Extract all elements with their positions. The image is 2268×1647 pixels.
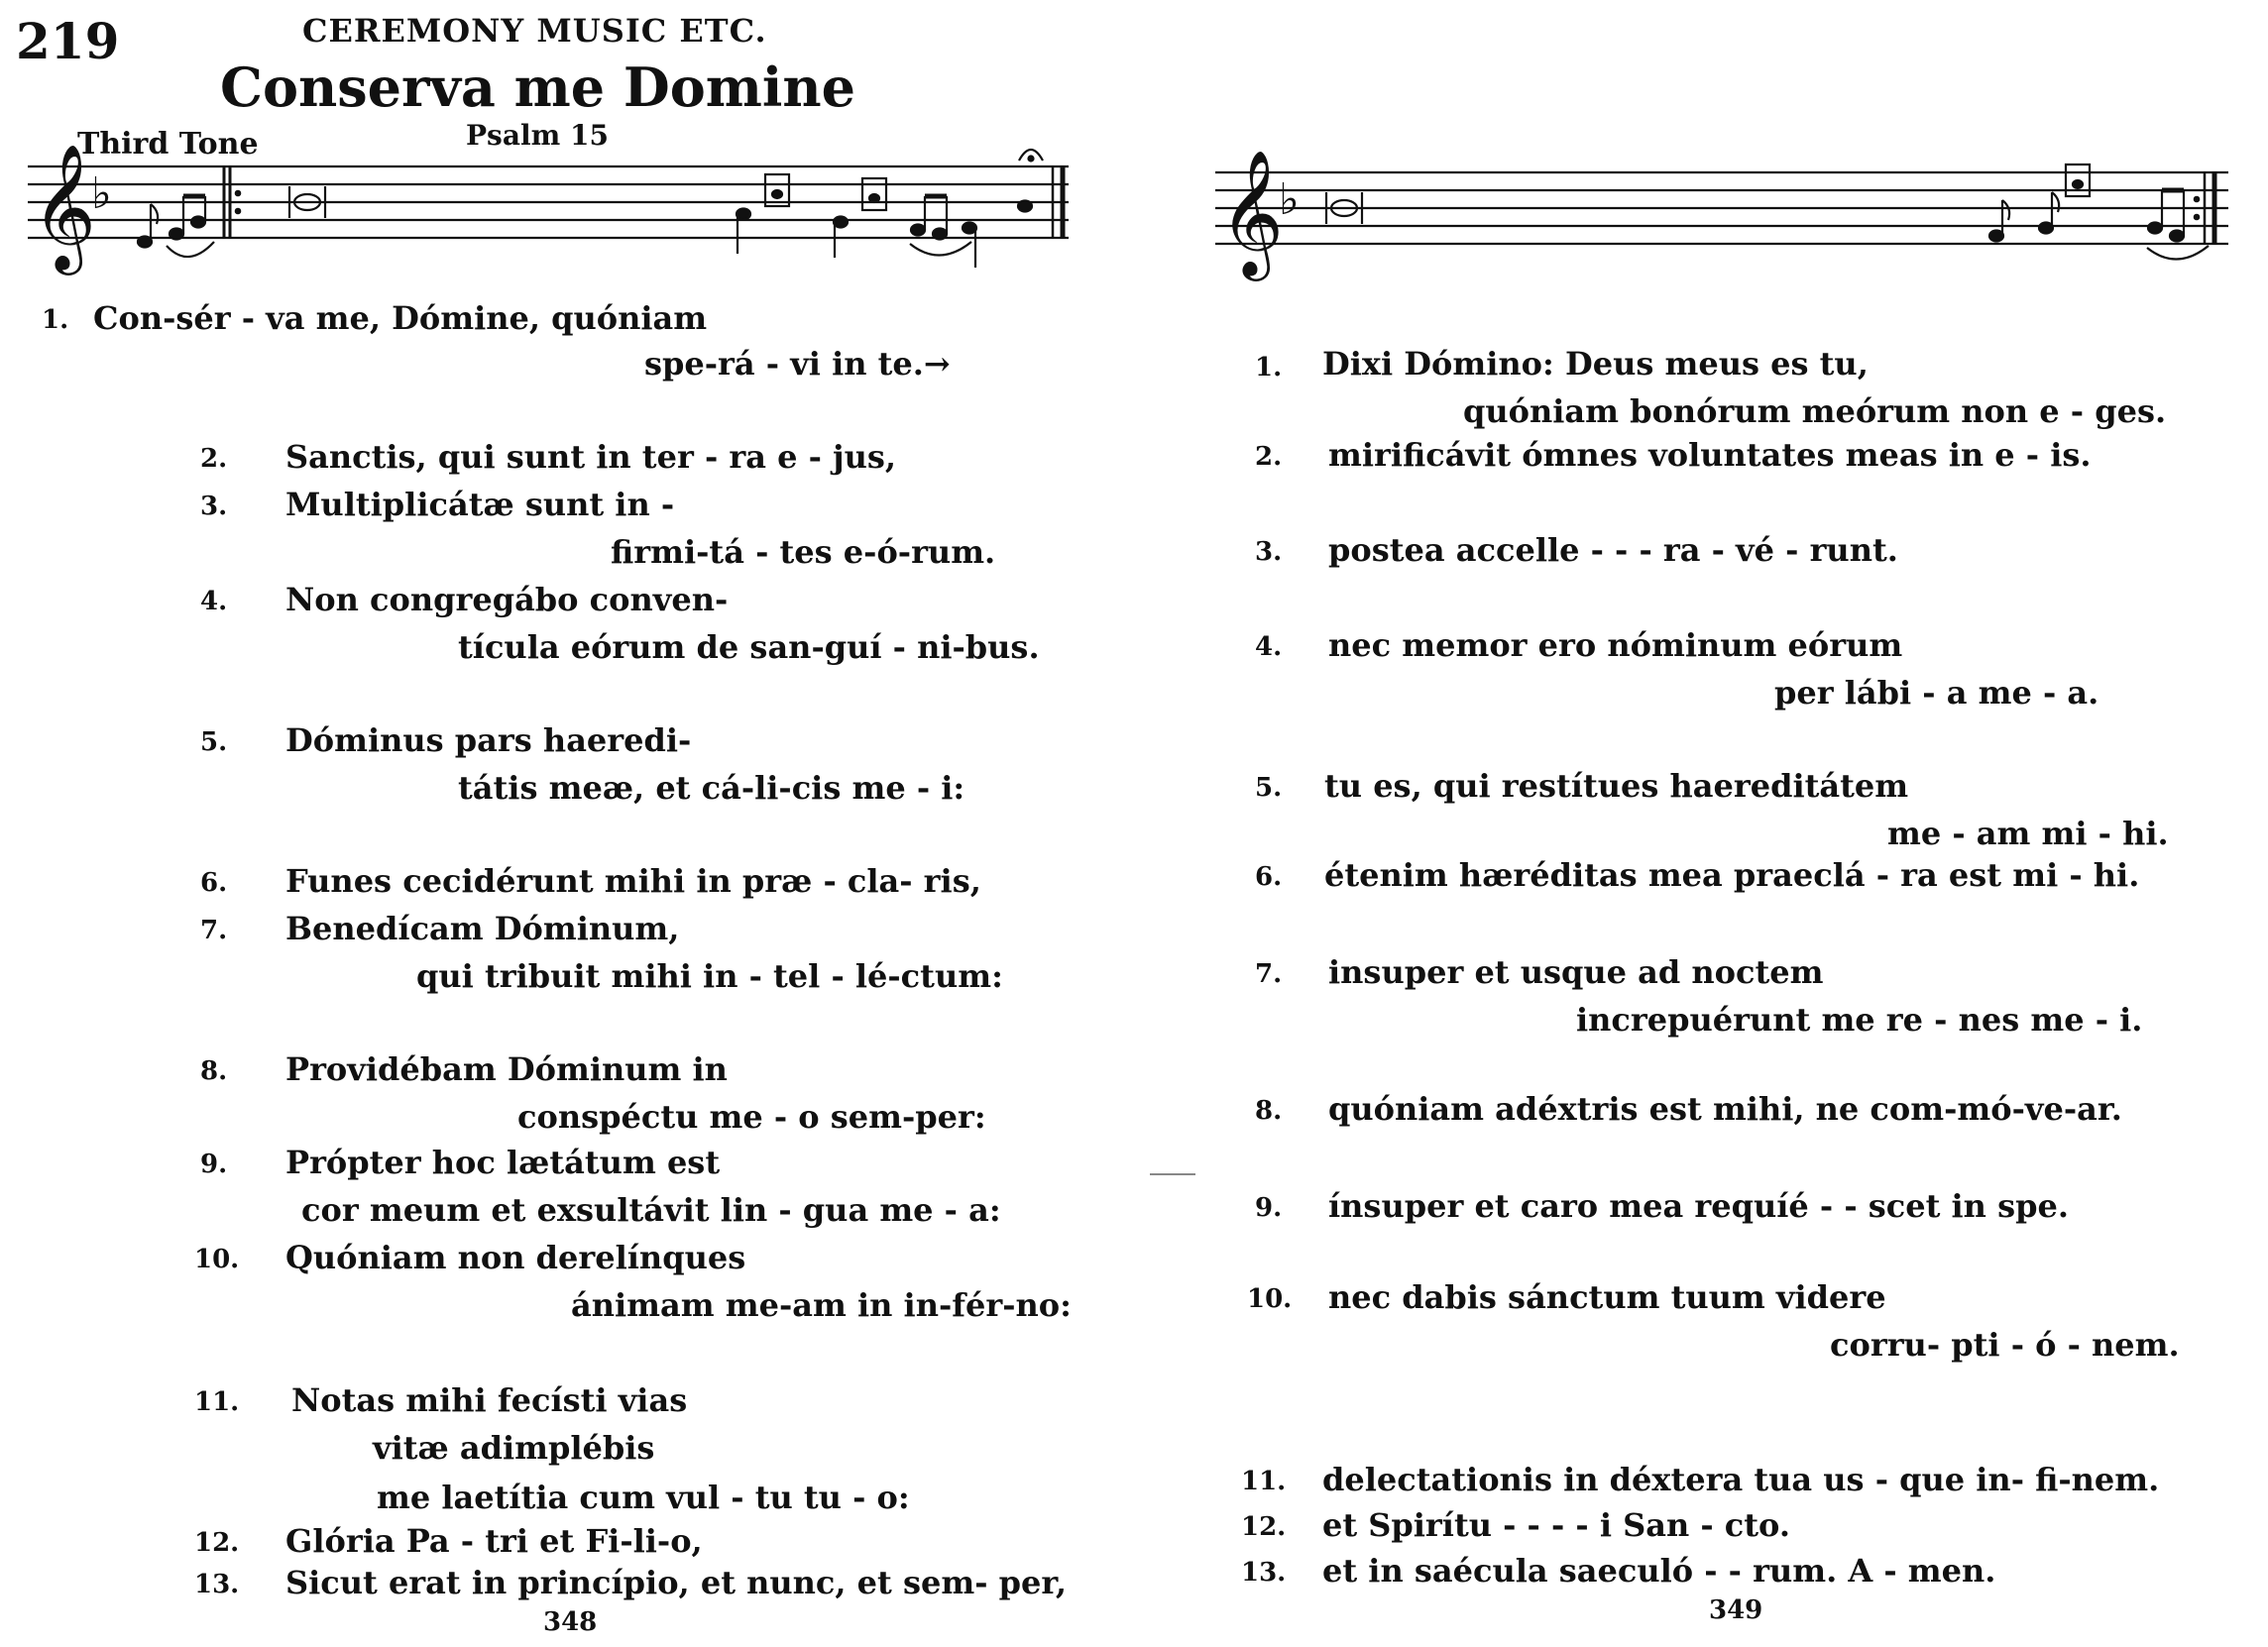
left-verse-text: conspéctu me - o sem-per: xyxy=(517,1098,986,1136)
right-verse-text: quóniam bonórum meórum non e - ges. xyxy=(1463,392,2167,430)
left-verse-text: me laetítia cum vul - tu tu - o: xyxy=(377,1479,910,1516)
svg-text:♭: ♭ xyxy=(91,168,112,219)
left-verse-number: 1. xyxy=(42,305,69,335)
right-verse-number: 4. xyxy=(1255,632,1283,662)
left-verse-text: cor meum et exsultávit lin - gua me - a: xyxy=(301,1191,1001,1229)
right-verse-text: nec dabis sánctum tuum videre xyxy=(1328,1278,1886,1316)
right-verse-number: 8. xyxy=(1255,1096,1283,1126)
left-verse-text: Funes cecidérunt mihi in præ - cla- ris, xyxy=(285,862,981,900)
left-music-staff xyxy=(28,139,1078,287)
right-verse-text: Dixi Dómino: Deus meus es tu, xyxy=(1322,345,1869,383)
right-page-number: 349 xyxy=(1709,1595,1763,1625)
left-verse-text: Sicut erat in princípio, et nunc, et sem- per, xyxy=(285,1564,1068,1601)
left-verse-text: firmi-tá - tes e-ó-rum. xyxy=(611,533,996,571)
right-verse-number: 13. xyxy=(1241,1558,1287,1588)
right-verse-text: nec memor ero nóminum eórum xyxy=(1328,626,1903,664)
left-page-number: 348 xyxy=(543,1607,598,1637)
page-number: 219 xyxy=(16,12,120,70)
left-verse-number: 13. xyxy=(194,1570,240,1599)
left-verse-number: 12. xyxy=(194,1528,240,1558)
left-verse-number: 4. xyxy=(200,587,228,616)
right-verse-number: 11. xyxy=(1241,1467,1287,1496)
left-verse-number: 2. xyxy=(200,444,228,474)
section-heading: CEREMONY MUSIC ETC. xyxy=(302,12,767,50)
right-verse-text: me - am mi - hi. xyxy=(1887,815,2169,852)
right-verse-text: delectationis in déxtera tua us - que in- fi-nem. xyxy=(1322,1461,2160,1498)
psalm-label: Psalm 15 xyxy=(466,119,609,152)
left-verse-text: tícula eórum de san-guí - ni-bus. xyxy=(458,628,1040,666)
right-verse-number: 7. xyxy=(1255,959,1283,989)
left-verse-text: tátis meæ, et cá-li-cis me - i: xyxy=(458,769,965,807)
right-verse-text: mirificávit ómnes voluntates meas in e - is. xyxy=(1328,436,2092,474)
right-verse-text: ínsuper et caro mea requíé - - scet in spe. xyxy=(1328,1187,2069,1225)
right-verse-number: 10. xyxy=(1247,1284,1293,1314)
left-verse-text: Con-sér - va me, Dómine, quóniam xyxy=(93,299,708,337)
right-verse-text: corru- pti - ó - nem. xyxy=(1830,1326,2180,1364)
left-verse-number: 10. xyxy=(194,1245,240,1274)
left-verse-text: qui tribuit mihi in - tel - lé-ctum: xyxy=(416,957,1003,995)
right-verse-number: 5. xyxy=(1255,773,1283,803)
left-verse-text: Providébam Dóminum in xyxy=(285,1050,728,1088)
left-verse-text: spe-rá - vi in te.→ xyxy=(644,345,951,383)
page-title: Conserva me Domine xyxy=(220,55,856,119)
treble-clef-icon: 𝄞 xyxy=(32,143,97,270)
left-verse-number: 3. xyxy=(200,492,228,521)
left-verse-text: ánimam me-am in in-fér-no: xyxy=(571,1286,1072,1324)
treble-clef-icon: 𝄞 xyxy=(1219,149,1285,275)
right-verse-text: tu es, qui restítues haereditátem xyxy=(1324,767,1909,805)
right-music-staff xyxy=(1215,145,2236,293)
right-verse-text: increpuérunt me re - nes me - i. xyxy=(1576,1001,2143,1039)
right-verse-text: per lábi - a me - a. xyxy=(1774,674,2099,712)
right-verse-text: quóniam adéxtris est mihi, ne com-mó-ve-ar. xyxy=(1328,1090,2122,1128)
column-divider-mark xyxy=(1150,1173,1195,1175)
right-verse-text: et in saécula saeculó - - rum. A - men. xyxy=(1322,1552,1996,1590)
left-verse-text: Benedícam Dóminum, xyxy=(285,910,680,947)
right-verse-number: 2. xyxy=(1255,442,1283,472)
left-verse-number: 8. xyxy=(200,1056,228,1086)
svg-text:♭: ♭ xyxy=(1279,174,1300,225)
left-verse-text: Quóniam non derelínques xyxy=(285,1239,746,1276)
right-verse-number: 3. xyxy=(1255,537,1283,567)
right-verse-text: étenim hæréditas mea praeclá - ra est mi - hi. xyxy=(1324,856,2140,894)
left-verse-number: 6. xyxy=(200,868,228,898)
left-verse-number: 11. xyxy=(194,1387,240,1417)
left-verse-text: Non congregábo conven- xyxy=(285,581,729,618)
right-verse-number: 1. xyxy=(1255,353,1283,383)
right-verse-number: 6. xyxy=(1255,862,1283,892)
right-verse-text: et Spirítu - - - - i San - cto. xyxy=(1322,1506,1790,1544)
tone-label: Third Tone xyxy=(77,127,259,162)
left-verse-text: Notas mihi fecísti vias xyxy=(291,1381,688,1419)
right-verse-text: postea accelle - - - ra - vé - runt. xyxy=(1328,531,1898,569)
left-verse-text: Própter hoc lætátum est xyxy=(285,1144,721,1181)
left-verse-text: Multiplicátæ sunt in - xyxy=(285,486,675,523)
left-verse-text: Dóminus pars haeredi- xyxy=(285,721,692,759)
right-verse-number: 9. xyxy=(1255,1193,1283,1223)
right-verse-number: 12. xyxy=(1241,1512,1287,1542)
left-verse-text: Sanctis, qui sunt in ter - ra e - jus, xyxy=(285,438,897,476)
left-verse-text: vitæ adimplébis xyxy=(373,1429,655,1467)
right-verse-text: insuper et usque ad noctem xyxy=(1328,953,1824,991)
left-verse-text: Glória Pa - tri et Fi-li-o, xyxy=(285,1522,703,1560)
left-verse-number: 5. xyxy=(200,727,228,757)
left-verse-number: 9. xyxy=(200,1150,228,1179)
left-verse-number: 7. xyxy=(200,916,228,945)
